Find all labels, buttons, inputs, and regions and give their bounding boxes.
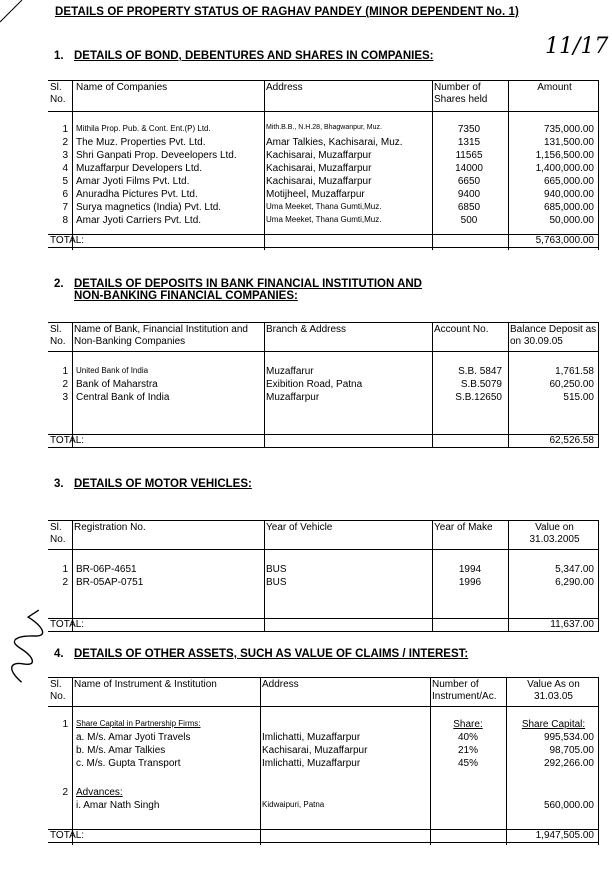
row-amount: 665,000.00 <box>543 176 594 187</box>
row-value: 98,705.00 <box>549 745 594 756</box>
header-account: Account No. <box>434 324 489 335</box>
row-sl: 1 <box>62 719 68 730</box>
table-row <box>48 366 599 378</box>
row-address: Imlichatti, Muzaffarpur <box>262 732 361 743</box>
header-sl-no: Sl. No. <box>50 522 66 545</box>
row-year-make: 1994 <box>458 564 482 575</box>
row-shares: 9400 <box>457 189 481 200</box>
row-address: Kachisarai, Muzaffarpur <box>266 150 372 161</box>
header-sl-no: Sl. No. <box>50 82 66 105</box>
row-sl: 3 <box>62 150 68 161</box>
header-balance: Balance Deposit as on 30.09.05 <box>510 324 597 347</box>
table-row <box>48 732 599 744</box>
row-instrument: c. M/s. Gupta Transport <box>76 758 181 769</box>
table-row <box>48 189 599 201</box>
row-shares: 11565 <box>455 150 483 161</box>
row-sl: 5 <box>62 176 68 187</box>
row-name: Surya magnetics (India) Pvt. Ltd. <box>76 202 222 213</box>
row-year-vehicle: BUS <box>266 564 287 575</box>
row-amount: 735,000.00 <box>543 124 594 135</box>
row-shares: 7350 <box>457 124 481 135</box>
table-row <box>48 215 599 227</box>
row-sl: 3 <box>62 392 68 403</box>
row-sl: 1 <box>62 564 68 575</box>
section-1-heading <box>54 50 434 62</box>
row-sl: 2 <box>62 379 68 390</box>
corner-mark <box>0 0 24 24</box>
row-address: Kidwaipuri, Patna <box>262 800 325 809</box>
header-value: Value on 31.03.2005 <box>529 522 580 545</box>
header-sl-no: Sl. No. <box>50 679 66 702</box>
row-instrument: a. M/s. Amar Jyoti Travels <box>76 732 191 743</box>
row-sl: 4 <box>62 163 68 174</box>
deposits-table <box>48 322 599 448</box>
row-value: 995,534.00 <box>543 732 594 743</box>
table-row <box>48 800 599 812</box>
row-registration: BR-06P-4651 <box>76 564 137 575</box>
row-name: Shri Ganpati Prop. Deveelopers Ltd. <box>76 150 237 161</box>
table-row <box>48 202 599 214</box>
row-sl: 2 <box>62 787 68 798</box>
total-value: 5,763,000.00 <box>535 235 594 246</box>
row-amount: 940,000.00 <box>543 189 594 200</box>
row-amount: 1,156,500.00 <box>535 150 594 161</box>
row-name: Central Bank of India <box>76 392 170 403</box>
header-year-make: Year of Make <box>434 522 493 533</box>
row-sl: 1 <box>62 124 68 135</box>
column-divider <box>264 520 265 632</box>
row-shares: 1315 <box>457 137 481 148</box>
header-address: Address <box>262 679 299 690</box>
column-divider <box>72 520 73 632</box>
row-year-make: 1996 <box>458 577 482 588</box>
row-address: Uma Meeket, Thana Gumti,Muz. <box>266 202 382 211</box>
row-name: Bank of Maharstra <box>76 379 158 390</box>
section-number: 3. <box>54 478 64 490</box>
table-header <box>48 677 599 707</box>
row-shares: 14000 <box>455 163 483 174</box>
row-sl: 7 <box>62 202 68 213</box>
row-address: Uma Meeket, Thana Gumti,Muz. <box>266 215 382 224</box>
row-address: Muzaffarur <box>266 366 314 377</box>
row-amount: 1,400,000.00 <box>535 163 594 174</box>
row-account: S.B.12650 <box>455 392 502 403</box>
total-row <box>48 618 599 632</box>
group-header-row <box>48 719 599 731</box>
row-sl: 6 <box>62 189 68 200</box>
header-sl-no: Sl. No. <box>50 324 66 347</box>
total-value: 62,526.58 <box>549 435 594 446</box>
table-row <box>48 150 599 162</box>
section-2-heading <box>54 278 422 302</box>
page-number: 11/17 <box>545 34 609 59</box>
vehicles-table <box>48 520 599 632</box>
row-share: 21% <box>457 745 478 756</box>
section-title: DETAILS OF MOTOR VEHICLES: <box>74 478 252 490</box>
row-sl: 2 <box>62 577 68 588</box>
row-address: Kachisarai, Muzaffarpur <box>262 745 368 756</box>
row-sl: 1 <box>62 366 68 377</box>
table-row <box>48 163 599 175</box>
row-share: 45% <box>457 758 478 769</box>
total-label: TOTAL: <box>50 235 85 246</box>
column-divider <box>508 520 509 632</box>
header-address: Address <box>266 82 303 93</box>
row-name: Amar Jyoti Films Pvt. Ltd. <box>76 176 190 187</box>
table-row <box>48 176 599 188</box>
row-amount: 131,500.00 <box>543 137 594 148</box>
row-name: Mithila Prop. Pub. & Cont. Ent.(P) Ltd. <box>76 124 211 133</box>
section-number: 2. <box>54 278 64 290</box>
table-header <box>48 322 599 352</box>
row-year-vehicle: BUS <box>266 577 287 588</box>
row-value: 560,000.00 <box>543 800 594 811</box>
row-address: Kachisarai, Muzaffarpur <box>266 163 372 174</box>
header-shares: Number of Shares held <box>434 82 488 105</box>
section-4-heading <box>54 648 468 660</box>
row-instrument: i. Amar Nath Singh <box>76 800 160 811</box>
row-shares: 500 <box>460 215 478 226</box>
section-title: DETAILS OF BOND, DEBENTURES AND SHARES IN COMPANIES: <box>74 50 434 62</box>
page-title: DETAILS OF PROPERTY STATUS OF RAGHAV PANDEY (MINOR DEPENDENT No. 1) <box>55 6 519 18</box>
row-value: 6,290.00 <box>555 577 594 588</box>
section-title: DETAILS OF OTHER ASSETS, SUCH AS VALUE OF CLAIMS / INTEREST: <box>74 648 469 660</box>
row-value: 5,347.00 <box>555 564 594 575</box>
row-address: Muzaffarpur <box>266 392 320 403</box>
row-name: Anuradha Pictures Pvt. Ltd. <box>76 189 198 200</box>
table-row <box>48 379 599 391</box>
header-address: Branch & Address <box>266 324 347 335</box>
row-name: Muzaffarpur Developers Ltd. <box>76 163 202 174</box>
section-title-line2: NON-BANKING FINANCIAL COMPANIES: <box>74 290 298 302</box>
signature-scribble <box>2 602 51 686</box>
row-amount: 50,000.00 <box>549 215 594 226</box>
row-name: The Muz. Properties Pvt. Ltd. <box>76 137 206 148</box>
table-row <box>48 758 599 770</box>
header-registration: Registration No. <box>74 522 146 533</box>
row-shares: 6850 <box>457 202 481 213</box>
section-title: DETAILS OF DEPOSITS IN BANK FINANCIAL INSTITUTION AND <box>74 278 422 290</box>
row-amount: 685,000.00 <box>543 202 594 213</box>
header-number: Number of Instrument/Ac. <box>432 679 497 702</box>
row-registration: BR-05AP-0751 <box>76 577 144 588</box>
total-value: 11,637.00 <box>550 619 594 630</box>
group-header-row <box>48 787 599 799</box>
group-label: Advances: <box>76 787 123 798</box>
header-instrument: Name of Instrument & Institution <box>74 679 217 690</box>
table-row <box>48 124 599 136</box>
row-account: S.B. 5847 <box>458 366 502 377</box>
section-number: 4. <box>54 648 64 660</box>
table-row <box>48 745 599 757</box>
table-row <box>48 564 599 576</box>
row-balance: 60,250.00 <box>549 379 594 390</box>
row-sl: 8 <box>62 215 68 226</box>
other-assets-table <box>48 677 599 845</box>
table-header <box>48 520 599 550</box>
capital-label: Share Capital: <box>521 719 586 730</box>
row-address: Exibition Road, Patna <box>266 379 363 390</box>
row-address: Mith.B.B., N.H.28, Bhagwanpur, Muz. <box>266 124 382 131</box>
header-name: Name of Bank, Financial Institution and Non-Banking Companies <box>74 324 248 347</box>
row-address: Kachisarai, Muzaffarpur <box>266 176 372 187</box>
header-value: Value As on 31.03.05 <box>527 679 580 702</box>
total-label: TOTAL: <box>50 435 85 446</box>
group-label: Share Capital in Partnership Firms: <box>76 719 201 728</box>
row-address: Amar Talkies, Kachisarai, Muz. <box>266 137 403 148</box>
row-address: Motijheel, Muzaffarpur <box>266 189 365 200</box>
table-row <box>48 577 599 589</box>
row-balance: 515.00 <box>563 392 594 403</box>
total-row <box>48 234 599 248</box>
row-sl: 2 <box>62 137 68 148</box>
header-amount: Amount <box>537 82 572 93</box>
header-name: Name of Companies <box>76 82 168 93</box>
row-share: 40% <box>457 732 478 743</box>
total-row <box>48 434 599 448</box>
table-row <box>48 137 599 149</box>
share-label: Share: <box>453 719 483 730</box>
shares-table <box>48 80 599 250</box>
row-shares: 6650 <box>457 176 481 187</box>
row-value: 292,266.00 <box>543 758 594 769</box>
section-number: 1. <box>54 50 64 62</box>
row-name: United Bank of India <box>76 366 149 375</box>
header-year-vehicle: Year of Vehicle <box>266 522 333 533</box>
column-divider <box>432 520 433 632</box>
table-row <box>48 392 599 404</box>
total-label: TOTAL: <box>50 830 85 841</box>
total-label: TOTAL: <box>50 619 85 630</box>
row-name: Amar Jyoti Carriers Pvt. Ltd. <box>76 215 202 226</box>
row-balance: 1,761.58 <box>555 366 594 377</box>
table-header <box>48 80 599 112</box>
total-row <box>48 829 599 843</box>
row-account: S.B.5079 <box>460 379 502 390</box>
section-3-heading <box>54 478 252 490</box>
total-value: 1,947,505.00 <box>535 830 594 841</box>
row-address: Imlichatti, Muzaffarpur <box>262 758 361 769</box>
row-instrument: b. M/s. Amar Talkies <box>76 745 166 756</box>
handwritten-signature <box>2 602 56 688</box>
column-divider <box>598 520 599 632</box>
